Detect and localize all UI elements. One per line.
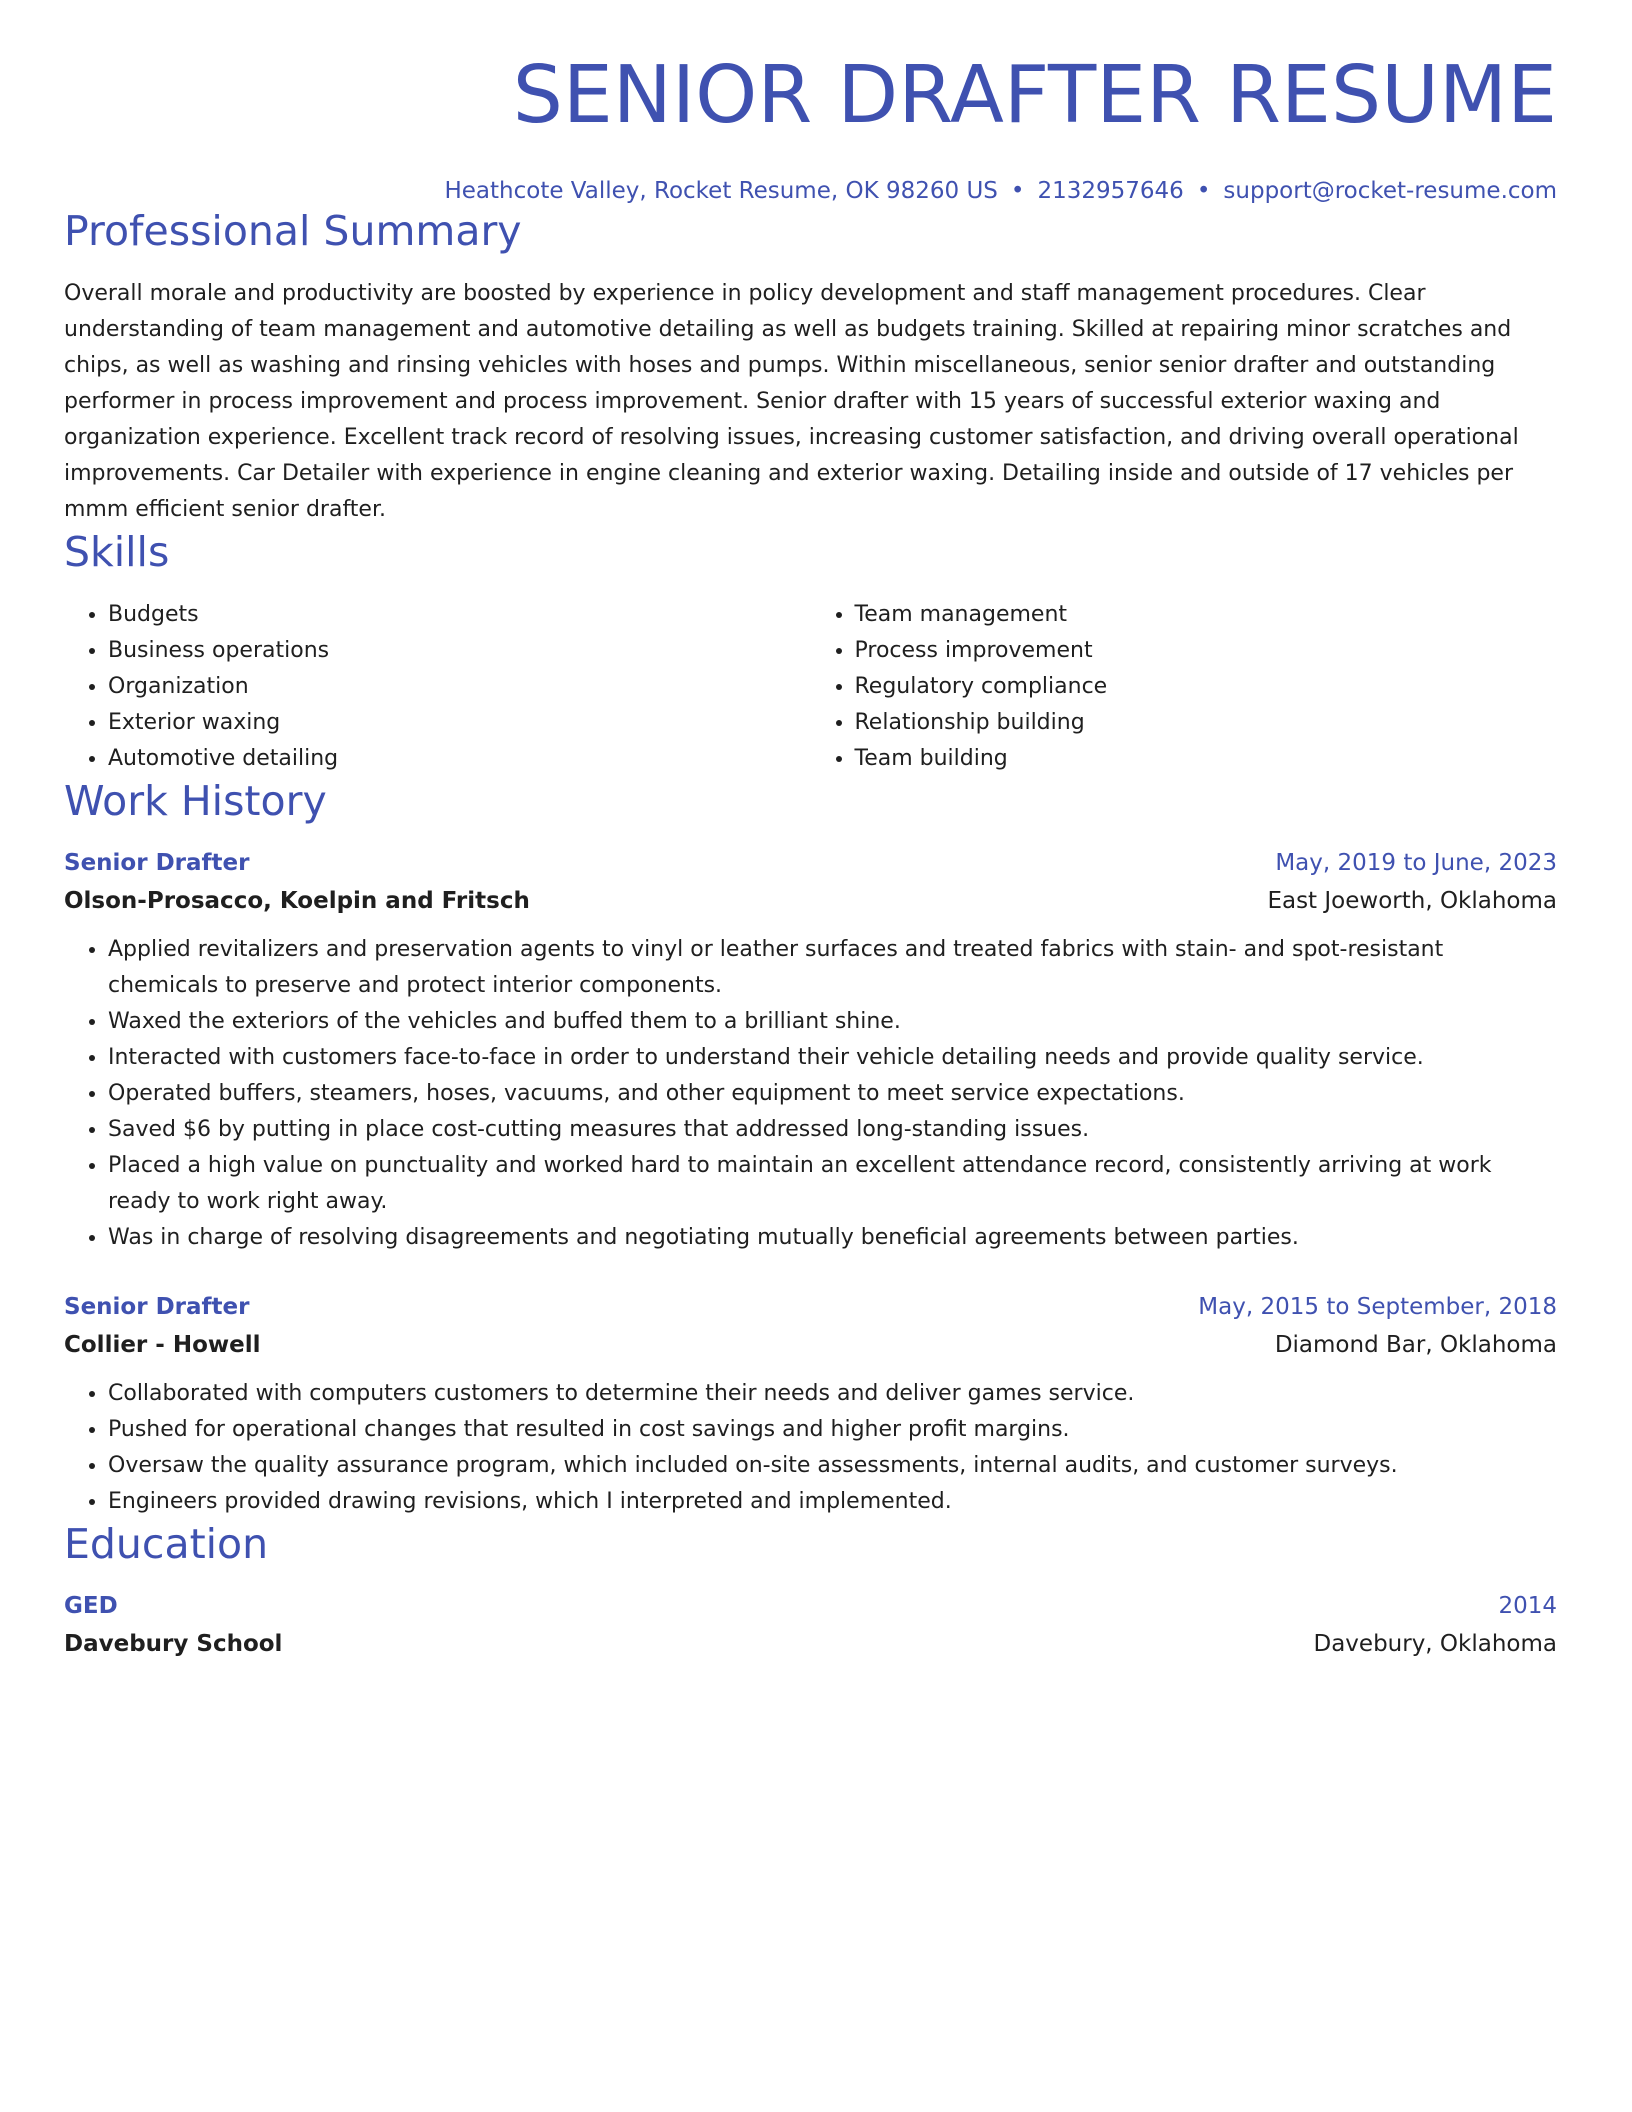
skills-column-left xyxy=(64,597,811,777)
job-header-row xyxy=(64,844,1557,882)
contact-separator: • xyxy=(1196,177,1211,204)
education-year: 2014 xyxy=(1498,1593,1557,1620)
contact-line xyxy=(64,177,1557,207)
contact-phone: 2132957646 xyxy=(1037,177,1184,204)
skill-item: • Regulatory compliance xyxy=(855,669,1558,705)
skills-column-right xyxy=(811,597,1558,777)
education-school-row xyxy=(64,1625,1557,1663)
work-history-heading: Work History xyxy=(64,777,327,826)
job-company-row xyxy=(64,1326,1557,1364)
education-header-row xyxy=(64,1587,1557,1625)
skill-item: • Organization xyxy=(108,669,811,705)
skill-item: • Relationship building xyxy=(855,705,1558,741)
skill-item: • Team management xyxy=(855,597,1558,633)
job-dates: May, 2019 to June, 2023 xyxy=(1275,850,1557,877)
education-location: Davebury, Oklahoma xyxy=(1313,1631,1557,1658)
job-bullet: • Was in charge of resolving disagreements and negotiating mutually beneficial agreements between parties. xyxy=(108,1220,1557,1256)
job-company: Collier - Howell xyxy=(64,1332,261,1359)
education-entry xyxy=(64,1587,1557,1663)
job-bullet: • Oversaw the quality assurance program, which included on-site assessments, internal audits, and customer surveys. xyxy=(108,1448,1557,1484)
education-degree: GED xyxy=(64,1593,118,1620)
job-bullet: • Saved $6 by putting in place cost-cutting measures that addressed long-standing issues. xyxy=(108,1112,1557,1148)
job-bullet: • Engineers provided drawing revisions, which I interpreted and implemented. xyxy=(108,1484,1557,1520)
skills-list xyxy=(64,597,1557,777)
contact-address: Heathcote Valley, Rocket Resume, OK 98260 US xyxy=(444,177,998,204)
contact-email: support@rocket-resume.com xyxy=(1223,177,1557,204)
job-company: Olson-Prosacco, Koelpin and Fritsch xyxy=(64,888,530,915)
contact-separator: • xyxy=(1010,177,1025,204)
job-bullet: • Operated buffers, steamers, hoses, vacuums, and other equipment to meet service expectations. xyxy=(108,1076,1557,1112)
job-location: East Joeworth, Oklahoma xyxy=(1267,888,1557,915)
summary-heading: Professional Summary xyxy=(64,206,522,255)
job-dates: May, 2015 to September, 2018 xyxy=(1198,1294,1557,1321)
skill-item: • Process improvement xyxy=(855,633,1558,669)
job-bullet: • Collaborated with computers customers to determine their needs and deliver games service. xyxy=(108,1376,1557,1412)
job-entry xyxy=(64,1288,1557,1520)
skills-heading: Skills xyxy=(64,527,170,576)
job-header-row xyxy=(64,1288,1557,1326)
education-heading: Education xyxy=(64,1520,269,1569)
job-bullets xyxy=(64,932,1557,1256)
job-bullet: • Pushed for operational changes that resulted in cost savings and higher profit margins. xyxy=(108,1412,1557,1448)
skill-item: • Team building xyxy=(855,741,1558,777)
skill-item: • Automotive detailing xyxy=(108,741,811,777)
job-bullets xyxy=(64,1376,1557,1520)
resume-title: SENIOR DRAFTER RESUME xyxy=(512,49,1557,141)
job-location: Diamond Bar, Oklahoma xyxy=(1274,1332,1557,1359)
job-title: Senior Drafter xyxy=(64,850,250,877)
job-entry xyxy=(64,844,1557,1256)
education-school: Davebury School xyxy=(64,1631,283,1658)
summary-text: Overall morale and productivity are boosted by experience in policy development and staff management procedures. Clear understanding of team management and automotive detailing as well as budgets training. Skilled at repairing minor scratches and chips, as well as washing and rinsing vehicles with hoses and pumps. Within miscellaneous, senior senior drafter and outstanding performer in process improvement and process improvement. Senior drafter with 15 years of successful exterior waxing and organization experience. Excellent track record of resolving issues, increasing customer satisfaction, and driving overall operational improvements. Car Detailer with experience in engine cleaning and exterior waxing. Detailing inside and outside of 17 vehicles per mmm efficient senior drafter. xyxy=(64,280,1519,522)
job-bullet: • Applied revitalizers and preservation agents to vinyl or leather surfaces and treated fabrics with stain- and spot-resistant chemicals to preserve and protect interior components. xyxy=(108,932,1557,1004)
skill-item: • Exterior waxing xyxy=(108,705,811,741)
skill-item: • Business operations xyxy=(108,633,811,669)
job-title: Senior Drafter xyxy=(64,1294,250,1321)
job-bullet: • Waxed the exteriors of the vehicles and buffed them to a brilliant shine. xyxy=(108,1004,1557,1040)
skill-item: • Budgets xyxy=(108,597,811,633)
resume-page xyxy=(64,0,1557,1663)
job-bullet: • Interacted with customers face-to-face in order to understand their vehicle detailing needs and provide quality service. xyxy=(108,1040,1557,1076)
job-bullet: • Placed a high value on punctuality and worked hard to maintain an excellent attendance record, consistently arriving at work ready to work right away. xyxy=(108,1148,1557,1220)
job-company-row xyxy=(64,882,1557,920)
